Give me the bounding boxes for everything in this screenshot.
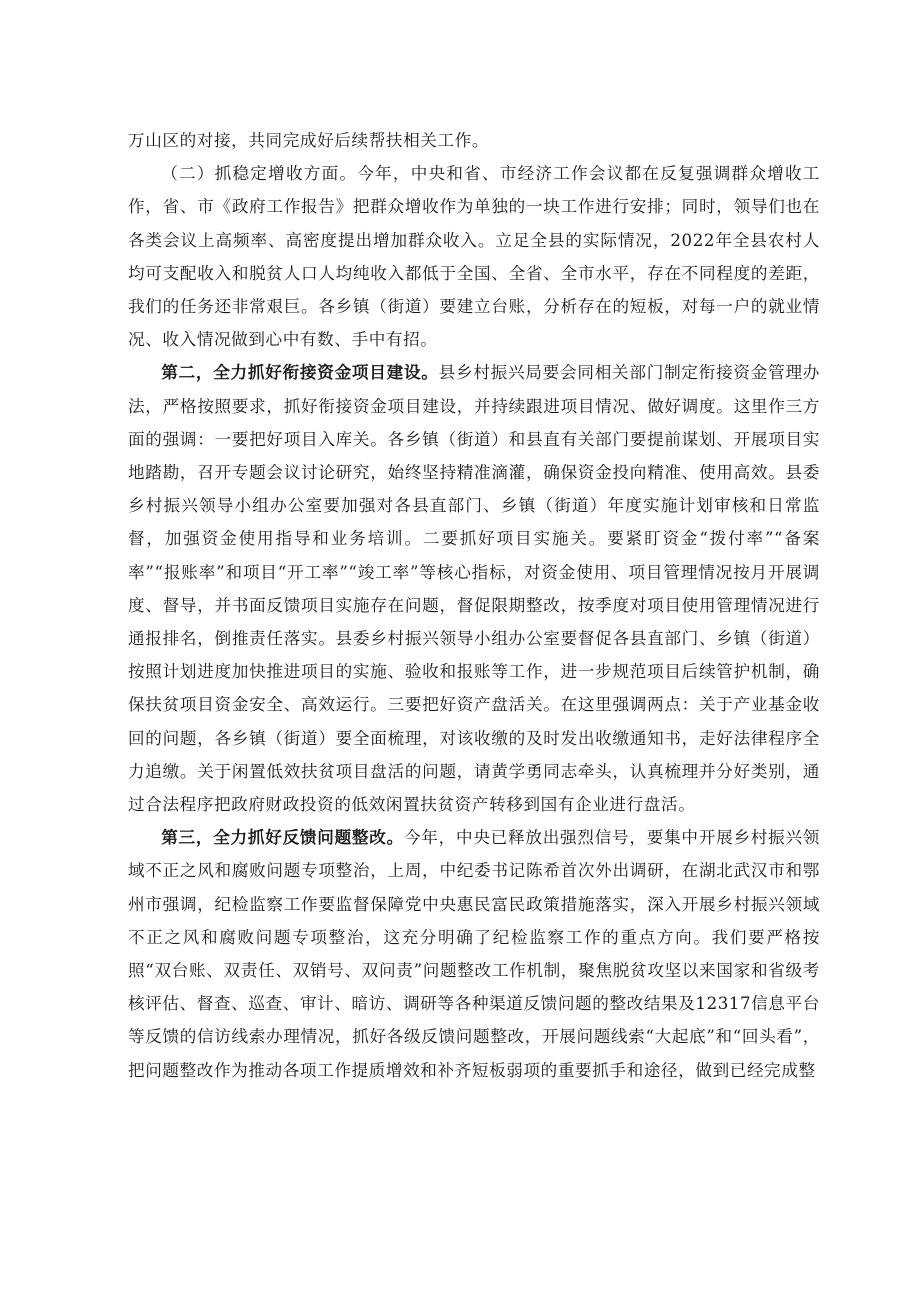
paragraph-continuation	[128, 124, 820, 157]
paragraph-text: 万山区的对接，共同完成好后续帮扶相关工作。	[128, 131, 490, 150]
paragraph-lead: 第二，全力抓好衔接资金项目建设。	[161, 362, 439, 383]
paragraph-funding-projects	[128, 356, 820, 821]
paragraph-text: 今年，中央已释放出强烈信号，要集中开展乡村振兴领域不正之风和腐败问题专项整治，上周，中纪委书记陈希首次外出调研，在湖北武汉市和鄂州市强调，纪检监察工作要监督保障党中央惠民富民政策措施落实，深入开展乡村振兴领域不正之风和腐败问题专项整治，这充分明确了纪检监察工作的重点方向。我们要严格按照“双台账、双责任、双销号、双问责”问题整改工作机制，聚焦脱贫攻坚以来国家和省级考核评估、督查、巡查、审计、暗访、调研等各种渠道反馈问题的整改结果及12317信息平台等反馈的信访线索办理情况，抓好各级反馈问题整改，开展问题线索“大起底”和“回头看”，把问题整改作为推动各项工作提质增效和补齐短板弱项的重要抓手和途径，做到已经完成整	[128, 828, 820, 1080]
paragraph-text: （二）抓稳定增收方面。今年，中央和省、市经济工作会议都在反复强调群众增收工作，省、市《政府工作报告》把群众增收作为单独的一块工作进行安排；同时，领导们也在各类会议上高频率、高密度提出增加群众收入。立足全县的实际情况，2022年全县农村人均可支配收入和脱贫人口人均纯收入都低于全国、全省、全市水平，存在不同程度的差距，我们的任务还非常艰巨。各乡镇（街道）要建立台账，分析存在的短板，对每一户的就业情况、收入情况做到心中有数、手中有招。	[128, 164, 820, 350]
paragraph-stable-income	[128, 157, 820, 356]
paragraph-text: 县乡村振兴局要会同相关部门制定衔接资金管理办法，严格按照要求，抓好衔接资金项目建设，并持续跟进项目情况、做好调度。这里作三方面的强调：一要把好项目入库关。各乡镇（街道）和县直有关部门要提前谋划、开展项目实地踏勘，召开专题会议讨论研究，始终坚持精准滴灌，确保资金投向精准、使用高效。县委乡村振兴领导小组办公室要加强对各县直部门、乡镇（街道）年度实施计划审核和日常监督，加强资金使用指导和业务培训。二要抓好项目实施关。要紧盯资金“拨付率”“备案率”“报账率”和项目“开工率”“竣工率”等核心指标，对资金使用、项目管理情况按月开展调度、督导，并书面反馈项目实施存在问题，督促限期整改，按季度对项目使用管理情况进行通报排名，倒推责任落实。县委乡村振兴领导小组办公室要督促各县直部门、乡镇（街道）按照计划进度加快推进项目的实施、验收和报账等工作，进一步规范项目后续管护机制，确保扶贫项目资金安全、高效运行。三要把好资产盘活关。在这里强调两点：关于产业基金收回的问题，各乡镇（街道）要全面梳理，对该收缴的及时发出收缴通知书，走好法律程序全力追缴。关于闲置低效扶贫项目盘活的问题，请黄学勇同志牵头，认真梳理并分好类别，通过合法程序把政府财政投资的低效闲置扶贫资产转移到国有企业进行盘活。	[128, 363, 820, 815]
paragraph-rectification	[128, 821, 820, 1087]
paragraph-lead: 第三，全力抓好反馈问题整改。	[161, 827, 404, 848]
